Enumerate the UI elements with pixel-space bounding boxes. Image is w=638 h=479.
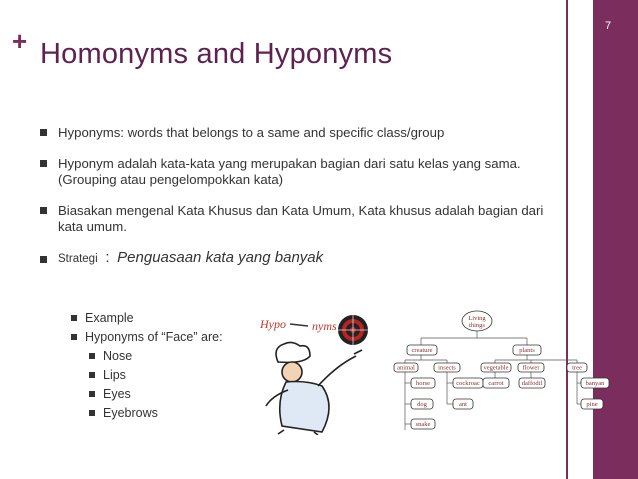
hyponym-tree-diagram-image: [393, 300, 635, 440]
tree-node: dog: [417, 401, 427, 408]
tree-node: plants: [519, 347, 535, 354]
bullet-square-icon: [89, 410, 95, 416]
tree-node: Living: [468, 315, 486, 322]
sub-bullet-list: [71, 309, 271, 423]
dartboard-icon: [338, 315, 368, 345]
chef-figure-icon: [266, 342, 362, 435]
bullet-text: Hyponyms: words that belongs to a same and specific class/group: [58, 125, 445, 140]
tree-node: creature: [411, 347, 433, 354]
bullet-square-icon: [89, 353, 95, 359]
face-part-text: Lips: [103, 368, 126, 382]
bullet-square-icon: [40, 207, 47, 214]
bullet-square-icon: [89, 391, 95, 397]
bullet-square-icon: [40, 256, 47, 263]
face-part-item: [73, 404, 271, 423]
tree-node: pine: [586, 401, 598, 408]
bullet-item: [40, 156, 560, 188]
slide-title: Homonyms and Hyponyms: [40, 38, 393, 70]
tree-node: carrot: [488, 380, 504, 387]
hyponyms-face-text: Hyponyms of “Face” are:: [85, 330, 223, 344]
bullet-item: [40, 203, 560, 235]
tree-node: banyan: [585, 380, 605, 387]
face-part-item: [73, 347, 271, 366]
plus-symbol: +: [12, 26, 28, 56]
strategi-colon: :: [105, 249, 110, 266]
sub-bullet-item: [71, 328, 271, 347]
bullet-square-icon: [40, 160, 47, 167]
tree-node: snake: [415, 421, 431, 428]
example-text: Example: [85, 311, 134, 325]
bullet-item: [40, 125, 560, 141]
main-bullet-list: [40, 125, 560, 282]
bullet-square-icon: [89, 372, 95, 378]
sub-bullet-item: [71, 309, 271, 328]
tree-node: tree: [572, 364, 582, 372]
tree-node: insects: [438, 364, 456, 372]
face-part-text: Eyebrows: [103, 406, 158, 420]
bullet-item-strategi: [40, 250, 560, 267]
strategi-value: Penguasaan kata yang banyak: [117, 249, 324, 266]
tree-node: vegetable: [483, 364, 509, 372]
bullet-square-icon: [71, 315, 77, 321]
face-part-text: Nose: [103, 349, 133, 363]
tree-node: flower: [522, 364, 540, 372]
cartoon-text-hypo: Hypo: [260, 317, 286, 331]
tree-node: daffodil: [521, 380, 543, 387]
tree-node: things: [469, 322, 485, 329]
tree-node: cockroac: [456, 380, 480, 387]
face-part-item: [73, 385, 271, 404]
tree-node: animal: [397, 364, 415, 372]
cartoon-text-nyms: nyms: [312, 319, 337, 333]
bullet-square-icon: [71, 334, 77, 340]
bullet-text: Biasakan mengenal Kata Khusus dan Kata Umum, Kata khusus adalah bagian dari kata umum.: [58, 203, 544, 234]
hyponyms-cartoon-image: [250, 300, 385, 435]
strategi-label: Strategi: [58, 253, 98, 265]
face-part-item: [73, 366, 271, 385]
tree-node: horse: [415, 380, 431, 387]
bullet-square-icon: [40, 129, 47, 136]
page-number: 7: [604, 20, 612, 32]
bullet-text: Hyponym adalah kata-kata yang merupakan bagian dari satu kelas yang sama. (Grouping atau pengelompokkan kata): [58, 156, 521, 187]
tree-node: ant: [459, 401, 467, 408]
face-part-text: Eyes: [103, 387, 131, 401]
